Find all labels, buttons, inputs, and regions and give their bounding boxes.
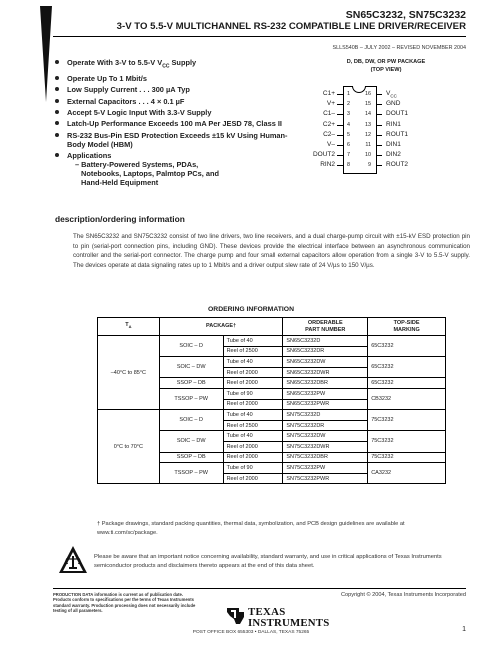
package-type: SOIC – DW (159, 357, 223, 378)
packing-quantity: Tube of 90 (223, 463, 283, 474)
ordering-table-body (98, 336, 446, 484)
pin-label: C1+ (322, 90, 335, 97)
feature-text: RS-232 Bus-Pin ESD Protection Exceeds ±15 kV Using Human-Body Model (HBM) (67, 130, 288, 149)
copyright: Copyright © 2004, Texas Instruments Incorporated (341, 592, 466, 598)
bullet-icon (55, 76, 59, 80)
table-header-row (98, 318, 446, 336)
part-number: SN65C3232DW (283, 357, 368, 368)
pin-lead (337, 145, 343, 146)
description-paragraph: The SN65C3232 and SN75C3232 consist of two line drivers, two line receivers, and a dual charge-pump circuit with ±15-kV ESD protection pin to pin (serial-port connection pins, including GND). These devices provide the electrical interface between an asynchronous communication controller and the serial-port connector. The charge pump and four small external capacitors allow operation from a single 3-V to 5.5-V supply. The devices operate at data signaling rates up to 1 Mbit/s and a driver output slew rate of 24 V/µs to 150 V/µs. (73, 233, 470, 270)
pin-label: DIN2 (386, 151, 401, 159)
top-side-marking: CA3232 (368, 463, 446, 484)
table-row (98, 336, 446, 347)
brand-instruments: INSTRUMENTS (248, 617, 330, 629)
pin-number: 16 (365, 91, 371, 97)
packing-quantity: Tube of 40 (223, 336, 283, 347)
pin-label: DOUT2 (312, 151, 335, 159)
top-side-marking: 65C3232 (368, 336, 446, 357)
footer-rule (53, 588, 466, 589)
header-rule (53, 36, 466, 37)
production-data-statement: PRODUCTION DATA information is current as of publication date. Products conform to specifications per the terms of Texas Instruments standard warranty. Production processing does not necessarily include testing of all parameters. (53, 592, 196, 614)
feature-item (55, 108, 300, 117)
header-wedge-mark (40, 6, 52, 102)
bullet-icon (55, 60, 59, 64)
pin-label-vcc: $V_{CC}$ (386, 90, 397, 99)
top-side-marking: 75C3232 (368, 410, 446, 431)
top-side-marking: 65C3232 (368, 378, 446, 389)
pin-label: DOUT1 (386, 110, 409, 118)
pin-lead (376, 155, 382, 156)
pin-number: 1 (347, 91, 350, 97)
pin-number: 13 (365, 121, 371, 128)
bullet-icon (55, 133, 59, 137)
bullet-icon (55, 121, 59, 125)
packing-quantity: Tube of 40 (223, 357, 283, 368)
package-type: SOIC – D (159, 410, 223, 431)
page-number: 1 (462, 626, 466, 633)
feature-item (55, 74, 300, 83)
part-number: SN75C3232DR (283, 420, 368, 431)
header-part-number (283, 318, 368, 336)
application-line: Hand-Held Equipment (81, 178, 159, 188)
package-heading (316, 58, 456, 74)
pin-lead (376, 165, 382, 166)
top-side-marking: 75C3232 (368, 431, 446, 452)
pin-number: 6 (347, 142, 350, 148)
postal-address: POST OFFICE BOX 655303 • DALLAS, TEXAS 75265 (192, 630, 310, 635)
package-type: SSOP – DB (159, 378, 223, 389)
header-part-line: ORDERABLE (307, 319, 343, 326)
package-type: SOIC – DW (159, 431, 223, 452)
application-line: – Battery-Powered Systems, PDAs, (75, 160, 199, 170)
pin-number: 9 (368, 162, 371, 169)
pin-number: 10 (365, 152, 371, 159)
ordering-table (97, 317, 446, 484)
feature-item (55, 58, 300, 71)
device-title: 3-V TO 5.5-V MULTICHANNEL RS-232 COMPATIBLE LINE DRIVER/RECEIVER (116, 21, 466, 32)
bullet-icon (55, 87, 59, 91)
pin-label: RIN2 (320, 161, 335, 169)
pin-lead (376, 145, 382, 146)
pin-label: ROUT2 (386, 161, 409, 169)
part-number: SN65C3232DBR (283, 378, 368, 389)
header-mark-line: MARKING (393, 326, 420, 333)
pin-number: 12 (365, 131, 371, 138)
part-number: SN65C3232PW (283, 388, 368, 399)
pin-lead (376, 114, 382, 115)
bullet-icon (55, 153, 59, 157)
part-number: SN65C3232DWR (283, 367, 368, 378)
ti-logo-icon (225, 604, 247, 626)
pin-lead (337, 114, 343, 115)
pin-label: RIN1 (386, 120, 401, 128)
package-type: TSSOP – PW (159, 388, 223, 409)
pin-lead (376, 125, 382, 126)
bullet-icon (55, 99, 59, 103)
part-number: SN65C3232DR (283, 346, 368, 357)
pin-label: GND (386, 100, 401, 108)
packing-quantity: Reel of 2500 (223, 346, 283, 357)
pin-number: 4 (347, 121, 350, 128)
pin-lead (376, 135, 382, 136)
package-type: SSOP – DB (159, 452, 223, 463)
top-side-marking: CB3232 (368, 388, 446, 409)
pin-number: 15 (365, 101, 371, 108)
top-side-marking: 75C3232 (368, 452, 446, 463)
package-type: TSSOP – PW (159, 463, 223, 484)
pin-lead (337, 94, 343, 95)
pin-number: 7 (347, 152, 350, 159)
feature-item (55, 151, 300, 187)
pin-lead (337, 165, 343, 166)
header-marking (368, 318, 446, 336)
pin-lead (337, 125, 343, 126)
document-number: SLLS540B – JULY 2002 – REVISED NOVEMBER 2004 (332, 45, 466, 51)
pin-lead (376, 94, 382, 95)
bullet-icon (55, 110, 59, 114)
packing-quantity: Tube of 40 (223, 410, 283, 421)
pin-label: C1– (323, 110, 335, 118)
part-number: SN65C3232D (283, 336, 368, 347)
packing-quantity: Reel of 2000 (223, 441, 283, 452)
temperature-range: 0°C to 70°C (98, 410, 160, 484)
pin-number: 5 (347, 131, 350, 138)
packing-quantity: Tube of 90 (223, 388, 283, 399)
feature-text: Accept 5-V Logic Input With 3.3-V Supply (67, 108, 212, 118)
feature-text: Applications (67, 151, 112, 161)
part-numbers-title: SN65C3232, SN75C3232 (345, 9, 466, 21)
packing-quantity: Reel of 2000 (223, 399, 283, 410)
header-ta: $T_A$ (98, 318, 160, 336)
part-number: SN75C3232D (283, 410, 368, 421)
feature-text: Latch-Up Performance Exceeds 100 mA Per JESD 78, Class II (67, 119, 282, 129)
pin-number: 11 (365, 142, 371, 148)
packing-quantity: Tube of 40 (223, 431, 283, 442)
feature-text: Low Supply Current . . . 300 µA Typ (67, 85, 190, 95)
ordering-title: ORDERING INFORMATION (208, 306, 294, 313)
feature-item (55, 97, 300, 106)
table-row (98, 410, 446, 421)
part-number: SN65C3232PWR (283, 399, 368, 410)
feature-item (55, 119, 300, 128)
brand-texas: TEXAS (248, 606, 286, 618)
packing-quantity: Reel of 2000 (223, 367, 283, 378)
pin-label: DIN1 (386, 141, 401, 148)
packing-quantity: Reel of 2000 (223, 378, 283, 389)
pin-label: ROUT1 (386, 130, 409, 138)
pin-label: V+ (326, 100, 335, 108)
pin-label: C2– (323, 130, 335, 138)
pin-lead (337, 104, 343, 105)
part-number: SN75C3232DWR (283, 441, 368, 452)
packing-quantity: Reel of 2000 (223, 473, 283, 484)
header-package: PACKAGE† (159, 318, 283, 336)
header-mark-line: TOP-SIDE (393, 319, 420, 326)
pin-number: 14 (365, 111, 371, 118)
application-line: Notebooks, Laptops, Palmtop PCs, and (81, 169, 219, 179)
pin-number: 2 (347, 101, 350, 108)
packing-quantity: Reel of 2500 (223, 420, 283, 431)
feature-item (55, 131, 300, 149)
package-heading-line: (TOP VIEW) (370, 67, 402, 73)
feature-text: External Capacitors . . . 4 × 0.1 µF (67, 96, 185, 106)
package-footnote: † Package drawings, standard packing quantities, thermal data, symbolization, and PCB design guidelines are available at www.ti.com/sc/package. (97, 521, 405, 536)
feature-text: Operate With 3-V to 5.5-V $V_{CC}$ Supply (67, 58, 197, 70)
top-side-marking: 65C3232 (368, 357, 446, 378)
applications-sublist (67, 160, 300, 187)
part-number: SN75C3232PWR (283, 473, 368, 484)
pin-number: 3 (347, 111, 350, 118)
features-list (55, 58, 300, 190)
pin-number: 8 (347, 162, 350, 169)
important-notice: Please be aware that an important notice concerning availability, standard warranty, and use in critical applications of Texas Instruments semiconductor products and disclaimers thereto appears at the end of this data sheet. (94, 554, 442, 569)
ic-package-outline (343, 86, 377, 174)
part-number: SN75C3232PW (283, 463, 368, 474)
package-heading-line: D, DB, DW, OR PW PACKAGE (346, 59, 426, 65)
package-type: SOIC – D (159, 336, 223, 357)
part-number: SN75C3232DW (283, 431, 368, 442)
temperature-range: –40°C to 85°C (98, 336, 160, 410)
feature-text: Operate Up To 1 Mbit/s (67, 73, 147, 83)
packing-quantity: Reel of 2000 (223, 452, 283, 463)
feature-item (55, 85, 300, 94)
header-part-line: PART NUMBER (305, 326, 346, 333)
pin-label: C2+ (322, 120, 335, 128)
pin-lead (337, 155, 343, 156)
section-heading: description/ordering information (55, 214, 185, 224)
pin-lead (376, 104, 382, 105)
pin-lead (337, 135, 343, 136)
pin-label: V– (327, 141, 335, 148)
warning-triangle-icon (58, 545, 88, 575)
part-number: SN75C3232DBR (283, 452, 368, 463)
